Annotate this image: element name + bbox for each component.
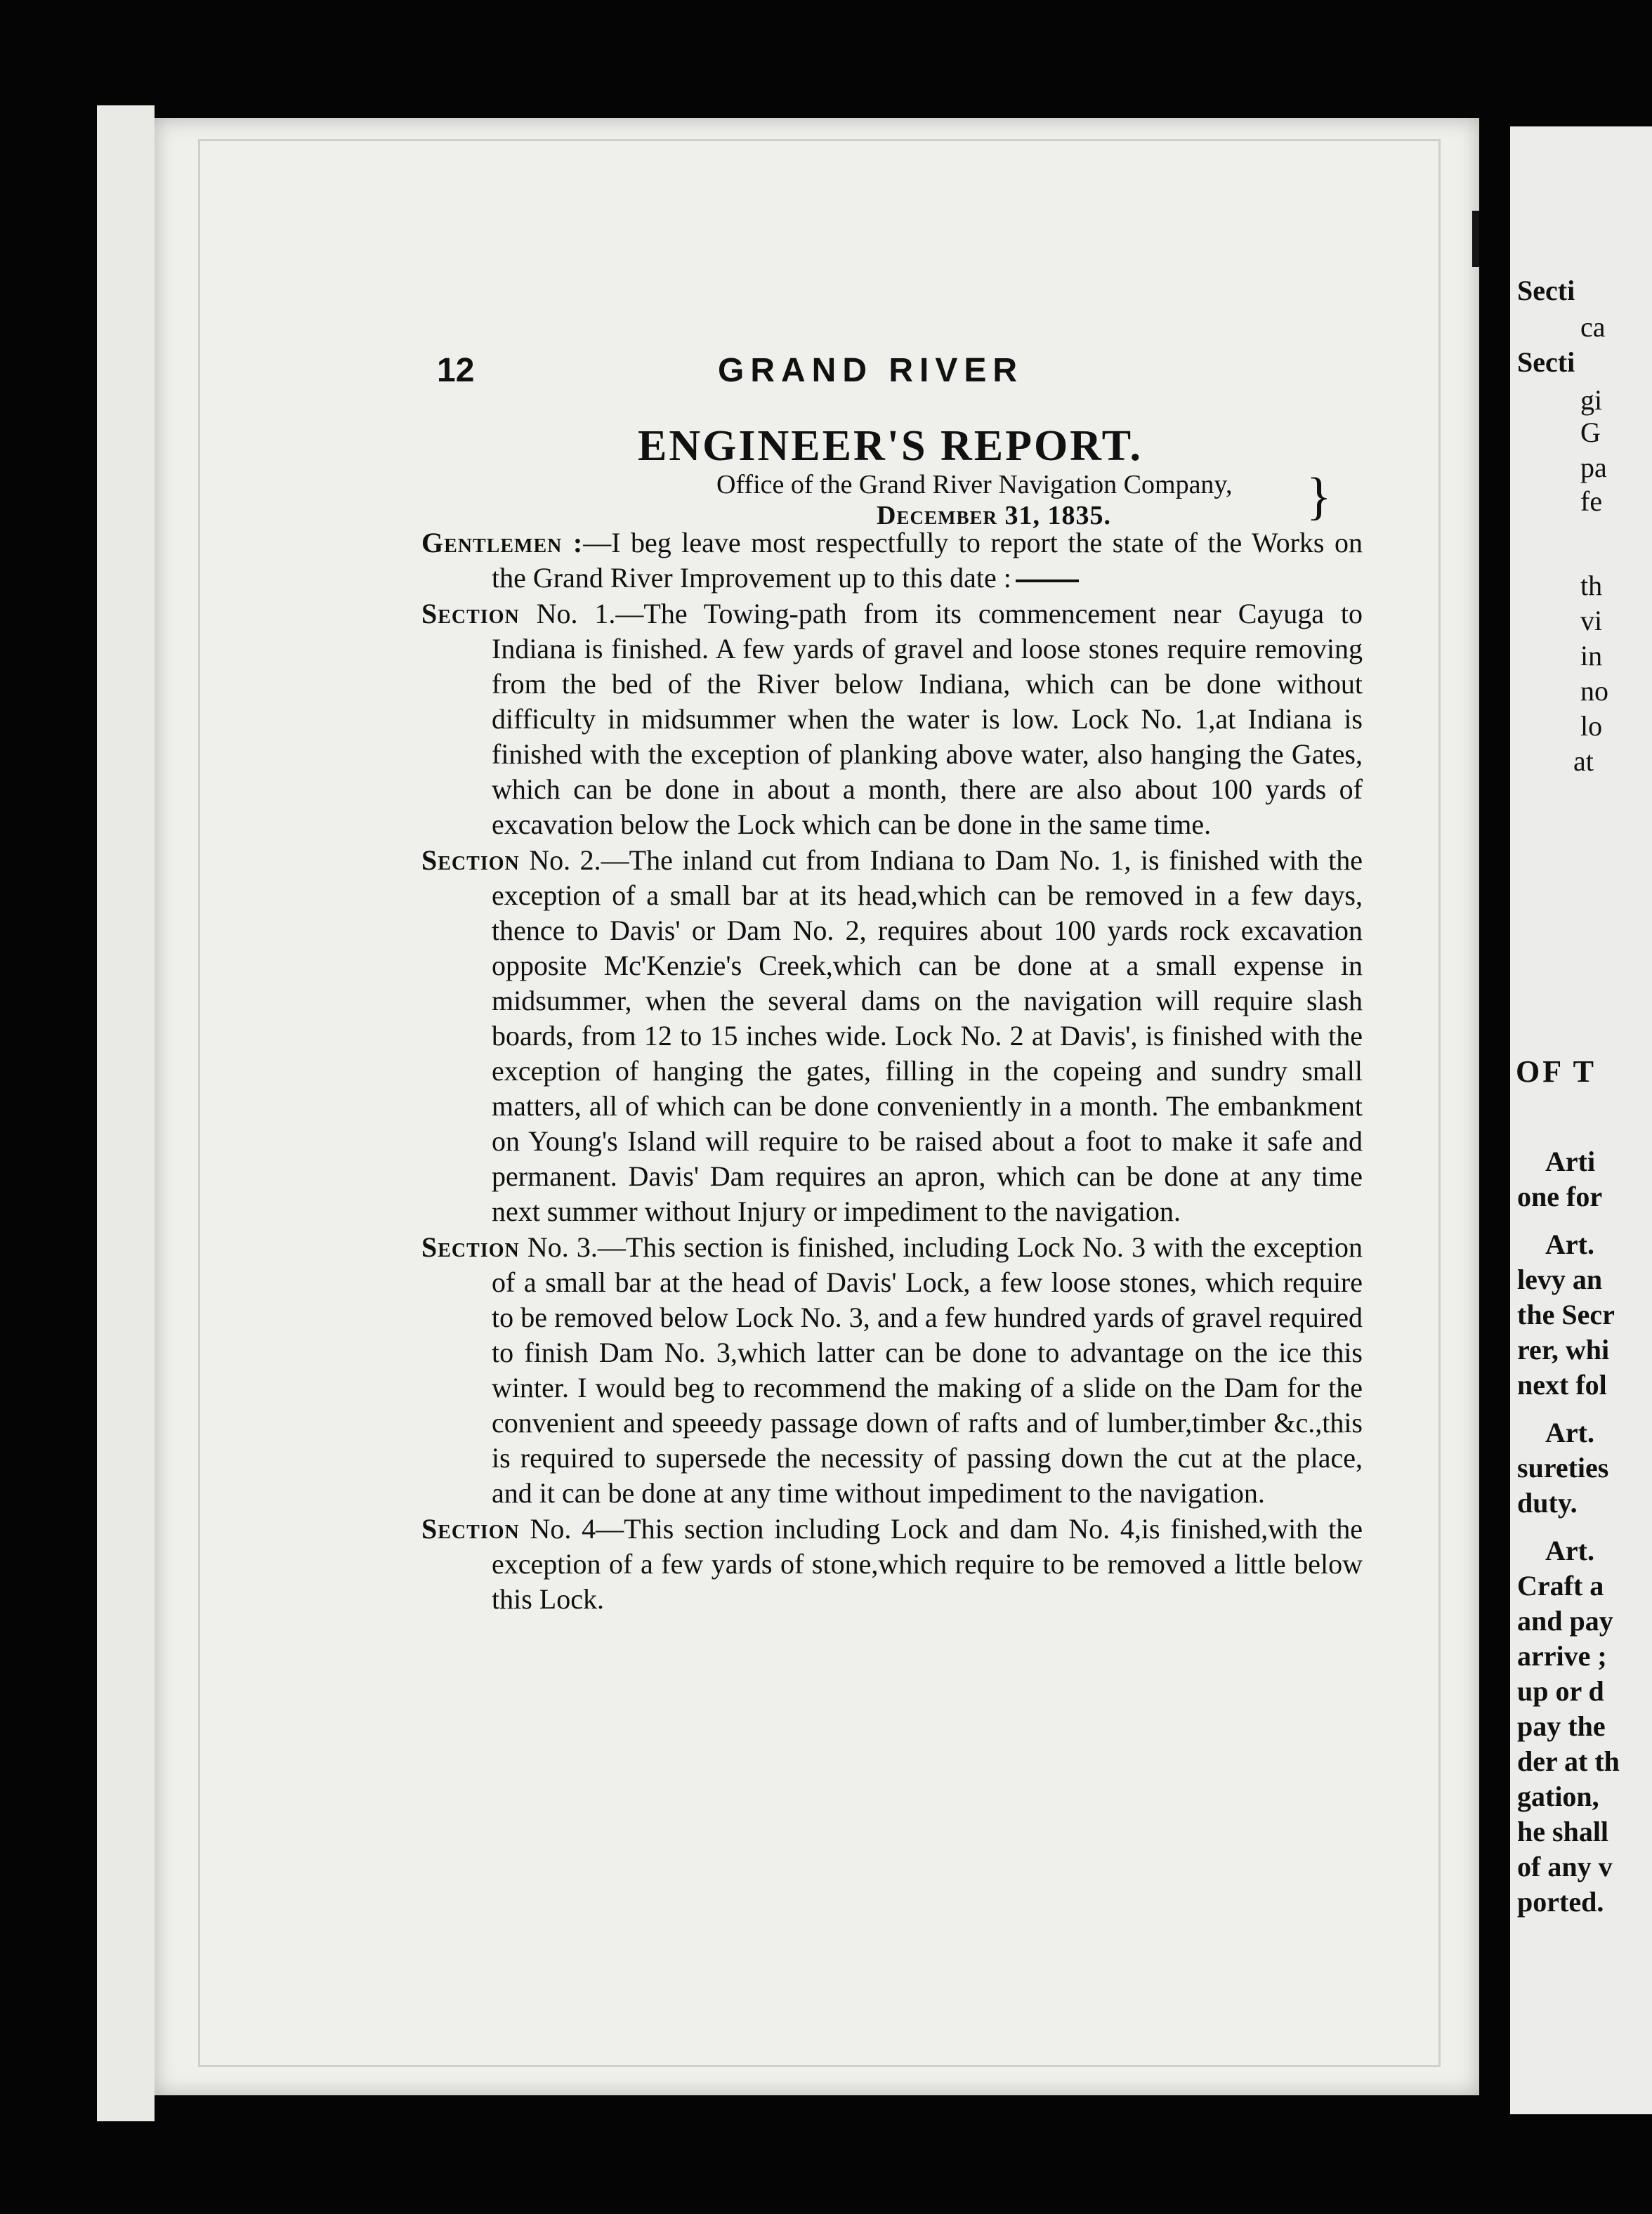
left-page-edge xyxy=(97,105,155,2121)
facing-page-line: no xyxy=(1580,675,1608,707)
facing-page-line: duty. xyxy=(1517,1487,1578,1519)
facing-page-line: Craft a xyxy=(1517,1570,1604,1601)
section-4-paragraph xyxy=(421,1512,1363,1617)
page-number: 12 xyxy=(437,352,475,389)
facing-page-line: sureties xyxy=(1517,1452,1609,1483)
facing-page-line: he shall xyxy=(1517,1816,1609,1847)
section-label: Section xyxy=(421,598,520,629)
facing-page-line: Art. xyxy=(1545,1417,1594,1448)
facing-page-line: Secti xyxy=(1517,346,1575,378)
section-1-text: No. 1.—The Towing-path from its commencement near Cayuga to Indiana is finished. A few yards of gravel and loose stones require removing from the bed of the River below Indiana, which can be done without difficulty in midsummer when the water is low. Lock No. 1,at Indiana is finished with the exception of planking above water, also hanging the Gates, which can be done in about a month, there are also about 100 yards of excavation below the Lock which can be done in the same time. xyxy=(492,598,1363,840)
facing-page-line: ported. xyxy=(1517,1886,1604,1918)
facing-page-line: up or d xyxy=(1517,1675,1604,1707)
facing-page-line: pay the xyxy=(1517,1710,1606,1742)
page-edge-mark xyxy=(1472,211,1479,267)
dateline-brace: } xyxy=(1306,468,1332,525)
facing-page-line: gi xyxy=(1580,384,1603,416)
section-1-paragraph xyxy=(421,596,1363,842)
section-label: Section xyxy=(421,1513,520,1545)
facing-page xyxy=(1510,126,1652,2114)
facing-page-line: Art. xyxy=(1545,1535,1594,1566)
facing-page-line: the Secr xyxy=(1517,1299,1615,1330)
facing-page-line: of any v xyxy=(1517,1851,1613,1882)
facing-page-line: Secti xyxy=(1517,275,1575,306)
facing-page-line: levy an xyxy=(1517,1264,1603,1295)
facing-page-line: next fol xyxy=(1517,1369,1607,1401)
facing-page-line: Art. xyxy=(1545,1229,1594,1260)
section-label: Section xyxy=(421,844,520,876)
dateline-date: December 31, 1835. xyxy=(877,501,1111,530)
facing-page-line: pa xyxy=(1580,452,1607,483)
section-3-text: No. 3.—This section is finished, including Lock No. 3 with the exception of a small bar at the head of Davis' Lock, a few loose stones, which require to be removed below Lock No. 3, and a few hundred yards of gravel required to finish Dam No. 3,which latter can be done to advantage on the ice this winter. I would beg to recommend the making of a slide on the Dam for the convenient and speeedy passage down of rafts and of lumber,timber &c.,this is required to supersede the necessity of passing down the cut at the place, and it can be done at any time without impediment to the navigation. xyxy=(492,1231,1363,1509)
salutation-label: Gentlemen : xyxy=(421,527,584,558)
facing-page-line: in xyxy=(1580,640,1603,672)
facing-page-line: lo xyxy=(1580,710,1603,742)
facing-page-line: gation, xyxy=(1517,1781,1599,1812)
dateline-office: Office of the Grand River Navigation Company, xyxy=(716,470,1233,499)
salutation-paragraph xyxy=(421,525,1363,596)
salutation-text: —I beg leave most respectfully to report the state of the Works on the Grand River Improvement up to this date : xyxy=(492,527,1363,594)
facing-page-line: one for xyxy=(1517,1181,1603,1212)
report-title: ENGINEER'S REPORT. xyxy=(638,422,1143,470)
report-body xyxy=(421,525,1363,1618)
facing-page-heading: OF T xyxy=(1516,1054,1597,1089)
dateline xyxy=(716,468,1332,531)
facing-page-line: th xyxy=(1580,570,1603,601)
section-3-paragraph xyxy=(421,1230,1363,1511)
page-header xyxy=(437,351,1350,400)
facing-page-line: fe xyxy=(1580,485,1603,517)
section-2-text: No. 2.—The inland cut from Indiana to Dam No. 1, is finished with the exception of a small bar at its head,which can be removed in a few days, thence to Davis' or Dam No. 2, requires about 100 yards rock excavation opposite Mc'Kenzie's Creek,which can be done at a small expense in midsummer, when the several dams on the navigation will require slash boards, from 12 to 15 inches wide. Lock No. 2 at Davis', is finished with the exception of hanging the gates, filling in the copeing and sundry small matters, all of which can be done conveniently in a month. The embankment on Young's Island will require to be raised about a foot to make it safe and permanent. Davis' Dam requires an apron, which can be done at any time next summer without Injury or impediment to the navigation. xyxy=(492,844,1363,1227)
section-2-paragraph xyxy=(421,843,1363,1229)
facing-page-line: and pay xyxy=(1517,1605,1613,1637)
facing-page-line: arrive ; xyxy=(1517,1640,1607,1672)
facing-page-line: ca xyxy=(1580,311,1606,343)
facing-page-line: Arti xyxy=(1545,1146,1596,1177)
facing-page-line: der at th xyxy=(1517,1745,1620,1777)
running-head: GRAND RIVER xyxy=(718,352,1024,389)
section-4-text: No. 4—This section including Lock and dam No. 4,is finished,with the exception of a few yards of stone,which require to be removed a little below this Lock. xyxy=(492,1513,1363,1615)
section-label: Section xyxy=(421,1231,520,1263)
rule-dash xyxy=(1016,579,1079,582)
facing-page-line: rer, whi xyxy=(1517,1334,1610,1365)
facing-page-line: G xyxy=(1580,417,1601,448)
facing-page-line: at xyxy=(1573,745,1594,777)
facing-page-line: vi xyxy=(1580,605,1603,636)
